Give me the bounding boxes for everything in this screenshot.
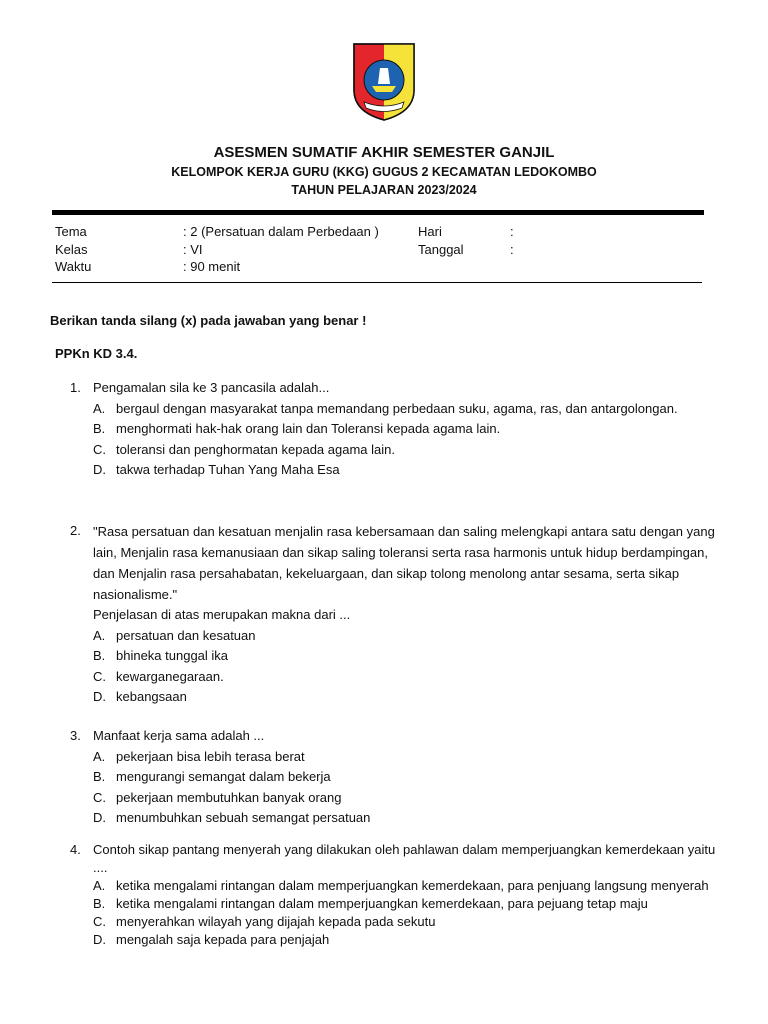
option-d[interactable] bbox=[93, 931, 720, 949]
option-b[interactable] bbox=[93, 767, 720, 788]
academic-year: TAHUN PELAJARAN 2023/2024 bbox=[291, 183, 477, 197]
option-c[interactable] bbox=[93, 440, 720, 461]
tema-value: : 2 (Persatuan dalam Perbedaan ) bbox=[183, 224, 379, 239]
option-letter: A. bbox=[93, 748, 106, 764]
hari-label: Hari bbox=[418, 224, 442, 239]
question-4 bbox=[70, 841, 720, 949]
option-a[interactable] bbox=[93, 877, 720, 895]
option-letter: C. bbox=[93, 668, 106, 684]
option-letter: C. bbox=[93, 789, 106, 805]
option-text: persatuan dan kesatuan bbox=[116, 627, 256, 643]
option-text: menghormati hak-hak orang lain dan Toleransi kepada agama lain. bbox=[116, 421, 501, 436]
option-text: toleransi dan penghormatan kepada agama lain. bbox=[116, 441, 395, 457]
option-d[interactable] bbox=[93, 808, 720, 829]
option-text: mengurangi semangat dalam bekerja bbox=[116, 769, 331, 784]
option-text: pekerjaan bisa lebih terasa berat bbox=[116, 748, 305, 764]
subject-kd-label: PPKn KD 3.4. bbox=[55, 346, 138, 361]
hari-value: : bbox=[510, 224, 514, 239]
kelas-value: : VI bbox=[183, 242, 203, 257]
question-text: Contoh sikap pantang menyerah yang dilakukan oleh pahlawan dalam memperjuangkan kemerdekaan yaitu .... bbox=[93, 842, 716, 875]
question-number: 4. bbox=[70, 842, 81, 857]
tema-label: Tema bbox=[55, 224, 87, 239]
option-b[interactable] bbox=[93, 895, 720, 913]
question-3 bbox=[70, 726, 720, 829]
option-text: mengalah saja kepada para penjajah bbox=[116, 932, 330, 947]
option-letter: A. bbox=[93, 878, 106, 893]
option-c[interactable] bbox=[93, 913, 720, 931]
option-letter: B. bbox=[93, 648, 106, 663]
option-letter: D. bbox=[93, 689, 106, 704]
question-number: 1. bbox=[70, 380, 81, 395]
header-divider-thick bbox=[52, 210, 704, 215]
question-text: "Rasa persatuan dan kesatuan menjalin rasa kebersamaan dan saling melengkapi antara satu dengan yang lain, Menjalin rasa kemanusiaan dan sikap saling toleransi serta rasa harmonis untuk hidup berdampingan, dan Menjalin rasa persahabatan, kekeluargaan, dan sikap tolong menolong antar sesama, serta sikap nasionalisme." bbox=[93, 524, 715, 602]
option-a[interactable] bbox=[93, 399, 720, 420]
option-text: bergaul dengan masyarakat tanpa memandang perbedaan suku, agama, ras, dan antargolongan. bbox=[116, 400, 678, 416]
question-text: Pengamalan sila ke 3 pancasila adalah... bbox=[93, 380, 330, 395]
question-prompt: Penjelasan di atas merupakan makna dari ... bbox=[93, 607, 351, 622]
tanggal-value: : bbox=[510, 242, 514, 257]
option-letter: B. bbox=[93, 421, 106, 436]
option-text: menumbuhkan sebuah semangat persatuan bbox=[116, 810, 371, 825]
regency-emblem-logo bbox=[350, 40, 418, 122]
waktu-label: Waktu bbox=[55, 259, 92, 274]
option-text: pekerjaan membutuhkan banyak orang bbox=[116, 789, 342, 805]
option-text: kebangsaan bbox=[116, 689, 187, 704]
question-number: 3. bbox=[70, 728, 81, 743]
option-b[interactable] bbox=[93, 419, 720, 440]
option-text: ketika mengalami rintangan dalam memperjuangkan kemerdekaan, para penjuang langsung menyerah bbox=[116, 878, 709, 893]
option-text: ketika mengalami rintangan dalam memperjuangkan kemerdekaan, para pejuang tetap maju bbox=[116, 896, 648, 911]
option-c[interactable] bbox=[93, 667, 720, 688]
option-letter: D. bbox=[93, 932, 106, 947]
option-d[interactable] bbox=[93, 687, 720, 708]
option-text: bhineka tunggal ika bbox=[116, 648, 229, 663]
option-letter: C. bbox=[93, 914, 106, 929]
option-c[interactable] bbox=[93, 788, 720, 809]
kelas-label: Kelas bbox=[55, 242, 88, 257]
question-1 bbox=[70, 378, 720, 481]
option-d[interactable] bbox=[93, 460, 720, 481]
question-text: Manfaat kerja sama adalah ... bbox=[93, 728, 265, 743]
info-divider bbox=[52, 282, 702, 283]
option-letter: D. bbox=[93, 462, 106, 477]
exam-title: ASESMEN SUMATIF AKHIR SEMESTER GANJIL bbox=[213, 144, 555, 161]
option-text: kewarganegaraan. bbox=[116, 668, 224, 684]
option-letter: D. bbox=[93, 810, 106, 825]
option-a[interactable] bbox=[93, 626, 720, 647]
option-b[interactable] bbox=[93, 646, 720, 667]
option-letter: C. bbox=[93, 441, 106, 457]
kkg-subtitle: KELOMPOK KERJA GURU (KKG) GUGUS 2 KECAMATAN LEDOKOMBO bbox=[171, 165, 597, 179]
option-text: takwa terhadap Tuhan Yang Maha Esa bbox=[116, 462, 340, 477]
option-letter: B. bbox=[93, 896, 106, 911]
instruction-text: Berikan tanda silang (x) pada jawaban yang benar ! bbox=[50, 313, 367, 328]
waktu-value: : 90 menit bbox=[183, 259, 241, 274]
option-letter: B. bbox=[93, 769, 106, 784]
question-number: 2. bbox=[70, 523, 81, 538]
tanggal-label: Tanggal bbox=[418, 242, 464, 257]
option-a[interactable] bbox=[93, 747, 720, 768]
question-2 bbox=[70, 521, 720, 708]
option-letter: A. bbox=[93, 400, 106, 416]
option-text: menyerahkan wilayah yang dijajah kepada pada sekutu bbox=[116, 914, 436, 929]
option-letter: A. bbox=[93, 627, 106, 643]
